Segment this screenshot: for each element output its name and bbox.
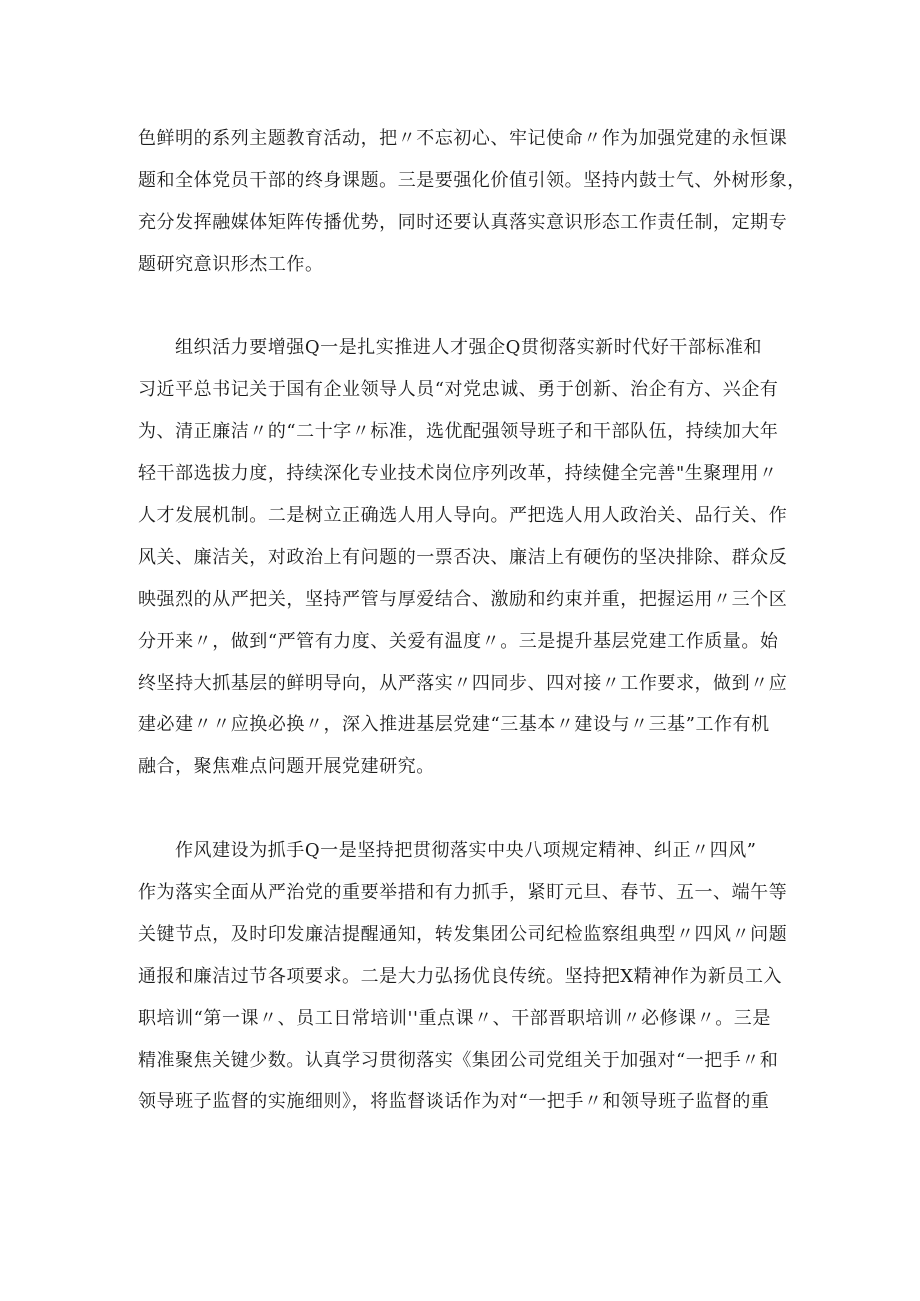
text-line: 组织活力要增强Q一是扎实推进人才强企Q贯彻落实新时代好干部标准和 <box>175 337 763 359</box>
text-line: 题研究意识形杰工作。 <box>138 253 324 275</box>
text-line: 充分发挥融媒体矩阵传播优势，同时还要认真落实意识形态工作责任制，定期专 <box>138 211 788 233</box>
text-line: 风关、廉洁关，对政治上有问题的一票否决、廉洁上有硬伤的坚决排除、群众反 <box>138 546 788 568</box>
text-line: 为、清正廉洁〃的“二十字〃标准，选优配强领导班子和干部队伍，持续加大年 <box>138 421 779 443</box>
text-line: 关键节点，及时印发廉洁提醒通知，转发集团公司纪检监察组典型〃四风〃问题 <box>138 923 788 945</box>
text-line: 建必建〃〃应换必换〃，深入推进基层党建“三基本〃建设与〃三基”工作有机 <box>138 714 770 736</box>
text-line: 分开来〃，做到“严管有力度、关爱有温度〃。三是提升基层党建工作质量。始 <box>138 630 779 652</box>
text-line: 融合，聚焦难点问题开展党建研究。 <box>138 756 435 778</box>
text-line: 领导班子监督的实施细则》，将监督谈话作为对“一把手〃和领导班子监督的重 <box>138 1091 770 1113</box>
text-line: 色鲜明的系列主题教育活动，把〃不忘初心、牢记使命〃作为加强党建的永恒课 <box>138 128 788 149</box>
blank-line <box>138 788 808 830</box>
document-body <box>138 118 808 1123</box>
text-line: 人才发展机制。二是树立正确选人用人导向。严把选人用人政治关、品行关、作 <box>138 505 788 527</box>
blank-line <box>138 286 808 328</box>
text-line: 职培训“第一课〃、员工日常培训''重点课〃、干部晋职培训〃必修课〃。三是 <box>138 1007 771 1029</box>
text-line: 通报和廉洁过节各项要求。二是大力弘扬优良传统。坚持把X精神作为新员工入 <box>138 965 783 987</box>
text-line: 作为落实全面从严治党的重要举措和有力抓手，紧盯元旦、春节、五一、端午等 <box>138 882 788 904</box>
text-line: 轻干部选拔力度，持续深化专业技术岗位序列改革，持续健全完善"生聚理用〃 <box>138 463 778 485</box>
text-line: 作风建设为抓手Q一是坚持把贯彻落实中央八项规定精神、纠正〃四风” <box>175 840 757 862</box>
text-line: 映强烈的从严把关，坚持严管与厚爱结合、激励和约束并重，把握运用〃三个区 <box>138 588 788 610</box>
text-line: 精准聚焦关键少数。认真学习贯彻落实《集团公司党组关于加强对“一把手〃和 <box>138 1049 779 1071</box>
text-line: 终坚持大抓基层的鲜明导向，从严落实〃四同步、四对接〃工作要求，做到〃应 <box>138 672 788 694</box>
text-line: 题和全体党员干部的终身课题。三是要强化价值引领。坚持内鼓士气、外树形象， <box>138 169 806 191</box>
text-line: 习近平总书记关于国有企业领导人员“对党忠诚、勇于创新、治企有方、兴企有 <box>138 379 779 401</box>
